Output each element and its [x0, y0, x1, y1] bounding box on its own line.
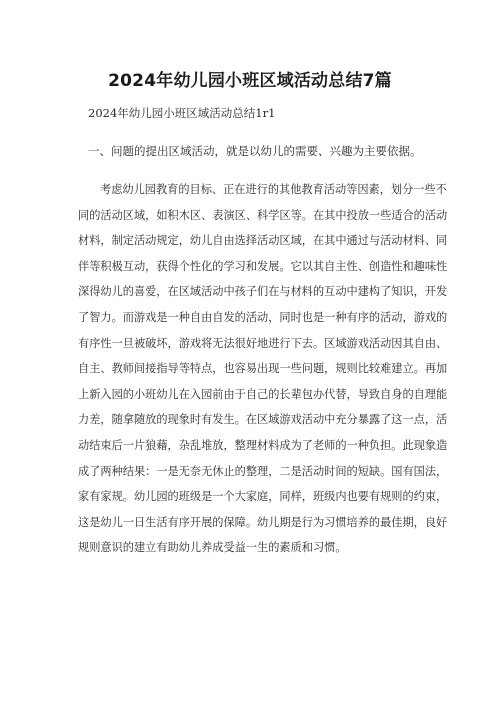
paragraph-line: 这是幼儿一日生活有序开展的保障。幼儿期是行为习惯培养的最佳期，良好 — [78, 515, 448, 529]
paragraph-line: 力差，随拿随放的现象时有发生。在区域游戏活动中充分暴露了这一点，活 — [78, 413, 448, 427]
section-heading: 一、问题的提出区域活动，就是以幼儿的需要、兴趣为主要依据。 — [88, 144, 422, 158]
paragraph-line: 家有家规。幼儿园的班级是一个大家庭，同样，班级内也要有规则的约束， — [78, 490, 448, 504]
paragraph-line: 伴等积极互动，获得个性化的学习和发展。它以其自主性、创造性和趣味性 — [78, 259, 448, 273]
document-title: 2024年幼儿园小班区域活动总结7篇 — [108, 71, 392, 91]
paragraph-line: 上新入园的小班幼儿在入园前由于自己的长辈包办代替，导致自身的自理能 — [78, 387, 448, 401]
paragraph-line: 成了两种结果：一是无奈无休止的整理，二是活动时间的短缺。国有国法， — [78, 464, 448, 478]
paragraph-line: 材料，制定活动规定，幼儿自由选择活动区域，在其中通过与活动材料、同 — [78, 234, 448, 248]
document-subtitle: 2024年幼儿园小班区域活动总结1r1 — [88, 106, 276, 120]
paragraph-line: 了智力。而游戏是一种自由自发的活动，同时也是一种有序的活动，游戏的 — [78, 310, 448, 324]
paragraph-line: 考虑幼儿园教育的目标、正在进行的其他教育活动等因素，划分一些不 — [100, 183, 447, 196]
paragraph-line: 同的活动区域，如积木区、表演区、科学区等。在其中投放一些适合的活动 — [78, 208, 448, 222]
body-paragraph — [78, 177, 448, 561]
paragraph-line: 规则意识的建立有助幼儿养成受益一生的素质和习惯。 — [78, 541, 347, 555]
paragraph-line: 深得幼儿的喜爱，在区域活动中孩子们在与材料的互动中建构了知识，开发 — [78, 285, 448, 299]
paragraph-line: 有序性一旦被破坏，游戏将无法很好地进行下去。区域游戏活动因其自由、 — [78, 336, 448, 350]
paragraph-line: 动结束后一片狼藉，杂乱堆放，整理材料成为了老师的一种负担。此现象造 — [78, 438, 448, 452]
paragraph-line: 自主、教师间接指导等特点，也容易出现一些问题，规则比较难建立。再加 — [78, 362, 448, 376]
